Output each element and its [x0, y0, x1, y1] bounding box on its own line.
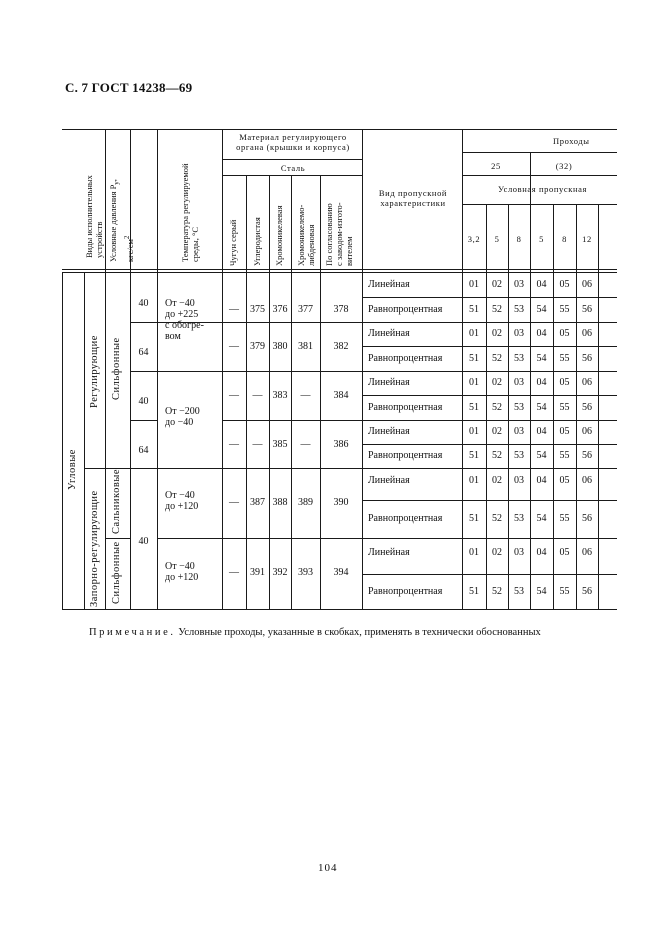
- characteristic-label: Линейная: [368, 279, 410, 290]
- kv-code: 53: [514, 450, 524, 461]
- material-code: —: [229, 304, 239, 315]
- material-code: 394: [333, 567, 349, 578]
- kv-header: 5: [539, 234, 544, 244]
- characteristic-label: Линейная: [368, 328, 410, 339]
- kv-code: 52: [492, 304, 502, 315]
- kv-code: 56: [582, 513, 592, 524]
- kv-code: 51: [469, 353, 479, 364]
- kv-code: 03: [514, 475, 524, 486]
- material-code: —: [229, 439, 239, 450]
- col-pressure: Условные давления $P_у$, кгс/$см^2$: [108, 179, 135, 262]
- material-code: 386: [333, 439, 349, 450]
- label-bellows-2: Сильфонные: [111, 541, 122, 604]
- material-chromium-nickel-molybdenum: Хромоникелемо- либденовая: [296, 204, 316, 266]
- kv-code: 06: [582, 377, 592, 388]
- material-code: 380: [272, 341, 288, 352]
- kv-code: 55: [559, 450, 570, 461]
- material-code: 391: [250, 567, 265, 578]
- kv-code: 01: [469, 328, 479, 339]
- kv-code: 51: [469, 586, 479, 597]
- kv-code: 53: [514, 304, 524, 315]
- kv-code: 54: [536, 304, 547, 315]
- kv-code: 03: [514, 426, 524, 437]
- temperature-range: От −40 до +225 с обогре- вом: [165, 298, 204, 342]
- kv-code: 06: [582, 475, 592, 486]
- kv-code: 01: [469, 547, 479, 558]
- characteristic-label: Равнопроцентная: [368, 402, 443, 413]
- note: Примечание. Условные проходы, указанные в скобках, применять в технически обоснованных: [89, 627, 541, 638]
- material-cast-iron: Чугун серый: [228, 219, 238, 266]
- kv-code: 05: [559, 279, 570, 290]
- material-code: 381: [298, 341, 313, 352]
- col-characteristic: Вид пропускной характеристики: [378, 188, 448, 208]
- material-code: —: [229, 390, 239, 401]
- kv-code: 06: [582, 426, 592, 437]
- pressure-value: 40: [138, 298, 149, 309]
- kv-code: 04: [536, 426, 547, 437]
- kv-code: 06: [582, 547, 592, 558]
- label-angle: Угловые: [67, 449, 78, 490]
- material-code: —: [229, 567, 239, 578]
- temperature-range: От −40 до +120: [165, 490, 199, 512]
- kv-code: 52: [492, 353, 502, 364]
- kv-code: 06: [582, 328, 592, 339]
- characteristic-label: Равнопроцентная: [368, 586, 443, 597]
- kv-code: 02: [492, 377, 502, 388]
- temperature-range: От −200 до −40: [165, 406, 200, 428]
- kv-code: 55: [559, 304, 570, 315]
- material-code: 385: [272, 439, 288, 450]
- kv-code: 56: [582, 586, 592, 597]
- kv-code: 55: [559, 402, 570, 413]
- characteristic-label: Линейная: [368, 475, 410, 486]
- kv-code: 04: [536, 547, 547, 558]
- characteristic-label: Равнопроцентная: [368, 304, 443, 315]
- kv-code: 03: [514, 279, 524, 290]
- material-carbon-steel: Углеродистая: [252, 217, 262, 266]
- pressure-value: 40: [138, 396, 149, 407]
- material-chromium-nickel: Хромоникелевая: [274, 205, 284, 266]
- kv-code: 53: [514, 513, 524, 524]
- steel-label: Сталь: [280, 163, 306, 173]
- kv-code: 52: [492, 450, 502, 461]
- kv-code: 54: [536, 586, 547, 597]
- pressure-value: 64: [138, 347, 149, 358]
- kv-code: 03: [514, 377, 524, 388]
- material-code: —: [252, 390, 263, 401]
- kv-code: 52: [492, 513, 502, 524]
- material-group-title: Материал регулирующего органа (крышки и корпуса): [236, 132, 350, 152]
- conditional-throughput-label: Условная пропускная: [498, 184, 588, 194]
- characteristic-label: Линейная: [368, 377, 410, 388]
- characteristic-label: Равнопроцентная: [368, 450, 443, 461]
- kv-code: 56: [582, 402, 592, 413]
- kv-code: 02: [492, 328, 502, 339]
- kv-code: 51: [469, 513, 479, 524]
- material-code: 384: [333, 390, 349, 401]
- dn-25: 25: [491, 161, 501, 171]
- material-code: —: [300, 390, 311, 401]
- material-code: 382: [333, 341, 349, 352]
- characteristic-label: Линейная: [368, 426, 410, 437]
- material-code: 379: [250, 341, 265, 352]
- passages-label: Проходы: [553, 136, 590, 146]
- kv-code: 02: [492, 547, 502, 558]
- material-code: 388: [272, 497, 288, 508]
- kv-code: 52: [492, 586, 502, 597]
- kv-code: 51: [469, 304, 479, 315]
- page-header: С. 7 ГОСТ 14238—69: [65, 80, 193, 95]
- kv-code: 04: [536, 279, 547, 290]
- dn-32: (32): [555, 161, 573, 171]
- kv-header: 12: [582, 234, 592, 244]
- kv-code: 05: [559, 426, 570, 437]
- kv-header: 3,2: [467, 234, 481, 244]
- kv-code: 04: [536, 377, 547, 388]
- kv-code: 53: [514, 353, 524, 364]
- temperature-range: От −40 до +120: [165, 561, 199, 583]
- kv-code: 53: [514, 586, 524, 597]
- kv-code: 02: [492, 475, 502, 486]
- material-code: 383: [272, 390, 288, 401]
- col-temperature: Температура регулируемой среды, °С: [180, 163, 200, 262]
- kv-code: 54: [536, 353, 547, 364]
- kv-code: 04: [536, 328, 547, 339]
- pressure-value: 40: [138, 536, 149, 547]
- kv-code: 02: [492, 426, 502, 437]
- material-code: 378: [333, 304, 349, 315]
- material-by-agreement: По согласованию с заводом-изгото- вителем: [324, 202, 354, 266]
- kv-code: 54: [536, 513, 547, 524]
- kv-code: 56: [582, 450, 592, 461]
- kv-code: 04: [536, 475, 547, 486]
- kv-code: 05: [559, 547, 570, 558]
- kv-header: 8: [562, 234, 567, 244]
- kv-code: 55: [559, 586, 570, 597]
- label-bellows: Сильфонные: [111, 337, 122, 400]
- material-code: 387: [250, 497, 265, 508]
- kv-code: 54: [536, 402, 547, 413]
- material-code: 393: [298, 567, 313, 578]
- label-regulating: Регулирующие: [89, 335, 100, 408]
- kv-code: 56: [582, 304, 592, 315]
- material-code: —: [300, 439, 311, 450]
- kv-code: 05: [559, 377, 570, 388]
- characteristic-label: Линейная: [368, 547, 410, 558]
- kv-header: 8: [516, 234, 522, 244]
- kv-code: 01: [469, 377, 479, 388]
- label-shutoff-regulating: Запорно-регулирующие: [89, 490, 100, 607]
- material-code: 376: [272, 304, 288, 315]
- material-code: —: [229, 497, 239, 508]
- material-code: —: [229, 341, 239, 352]
- kv-code: 55: [559, 513, 570, 524]
- kv-code: 01: [469, 279, 479, 290]
- material-code: —: [252, 439, 263, 450]
- material-code: 389: [298, 497, 313, 508]
- kv-code: 03: [514, 328, 524, 339]
- material-code: 390: [333, 497, 349, 508]
- page-number: 104: [318, 862, 338, 874]
- kv-code: 55: [559, 353, 570, 364]
- kv-code: 05: [559, 475, 570, 486]
- kv-code: 56: [582, 353, 592, 364]
- kv-code: 03: [514, 547, 524, 558]
- kv-header: 5: [494, 234, 500, 244]
- kv-code: 01: [469, 426, 479, 437]
- kv-code: 05: [559, 328, 570, 339]
- kv-code: 53: [514, 402, 524, 413]
- col-device-type: Виды исполнительных устройств: [84, 175, 104, 258]
- material-code: 392: [272, 567, 288, 578]
- kv-code: 02: [492, 279, 502, 290]
- characteristic-label: Равнопроцентная: [368, 353, 443, 364]
- kv-code: 06: [582, 279, 592, 290]
- pressure-value: 64: [138, 445, 149, 456]
- kv-code: 52: [492, 402, 502, 413]
- label-gland: Сальниковые: [111, 468, 122, 534]
- characteristic-label: Равнопроцентная: [368, 513, 443, 524]
- kv-code: 01: [469, 475, 479, 486]
- kv-code: 51: [469, 402, 479, 413]
- kv-code: 54: [536, 450, 547, 461]
- material-code: 377: [298, 304, 313, 315]
- kv-code: 51: [469, 450, 479, 461]
- material-code: 375: [250, 304, 265, 315]
